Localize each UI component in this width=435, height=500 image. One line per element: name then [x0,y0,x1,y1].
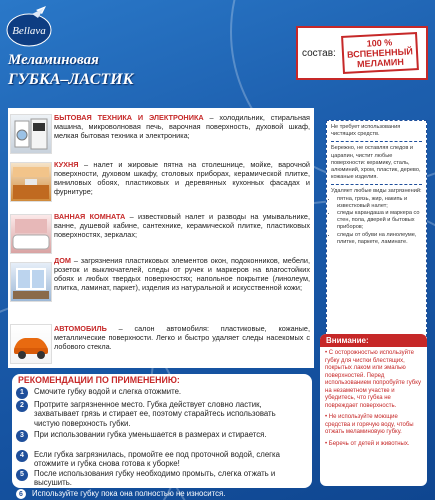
composition-stamp [341,32,419,74]
appliances-icon [10,114,52,154]
benefits-panel [326,120,427,342]
attention-item: • С осторожностью используйте губку для чистки блестящих, покрытых лаком или эмалью поверхностей. Перед использованием попробуйте губку на незаметном участке и убедитесь, что губка не повреждает поверхность. [325,350,421,409]
step-text: При использовании губка уменьшается в размерах и стирается. [34,430,267,439]
step-5 [16,469,302,488]
bathroom-icon [10,214,52,254]
use-description: – холодильник, стиральная машина, микроволновая печь, варочная поверхность, духовой шкаф, мелкая бытовая техника и электроника; [54,113,310,141]
svg-text:Bellava: Bellava [12,25,46,37]
uses-panel [8,108,314,368]
step-text: Используйте губку пока она полностью не износится. [32,489,226,498]
use-description: – налет и жировые пятна на столешнице, мойке, варочной поверхности, духовом шкафу, столовых приборах, керамической плитке, виниловых обоях, пластиковых и деревянных кухонных фасадах и фурнитуре; [54,160,310,197]
step-3 [16,430,302,442]
home-icon [10,262,52,302]
use-heading: ВАННАЯ КОМНАТА [54,212,126,221]
benefit-removes-intro: Удаляет любые виды загрязнений: [331,188,422,195]
composition-box [296,26,428,80]
recommendations-title: РЕКОМЕНДАЦИИ ПО ПРИМЕНЕНИЮ: [18,375,180,385]
composition-value-3: МЕЛАМИН [356,56,404,70]
use-text [54,113,310,140]
step-number: 3 [16,430,28,442]
attention-text: Беречь от детей и животных. [328,440,410,447]
use-row-kitchen [8,158,314,212]
step-6 [16,489,300,499]
benefit-no-chemicals: Не требует использования чистящих средств. [331,124,401,138]
step-number: 6 [16,489,26,499]
use-row-appliances [8,112,314,160]
attention-item: • Не используйте моющие средства и горячую воду, чтобы отжать меламиновую губку. [325,414,414,435]
brand-logo [6,4,52,48]
use-description: – загрязнения пластиковых элементов окон, подоконников, мебели, розеток и выключателей, следы от ручек и маркеров на влагостойких обоях и любых твердых поверхностях; напольное покрытие (линолеум, плитка, ламинат, паркет), изделия из натуральной и искусственной кожи; [54,256,310,293]
benefit-gentle: Бережно, не оставляя следов и царапин, чистит любые поверхности: керамику, сталь, алюминий, хром, пластик, дерево, кожаные изделия. [331,145,421,181]
step-4 [16,450,302,469]
attention-title: Внимание: [320,334,427,347]
step-number: 2 [16,400,28,412]
kitchen-icon [10,162,52,202]
step-text: Протрите загрязненное место. Губка действует словно ластик, захватывает грязь и стирает ее, поэтому старайтесь использовать чистую поверхность губки. [34,400,276,428]
list-item: • следы от обуви на линолеуме, плитке, паркете, ламинате. [337,232,422,246]
list-item: • следы карандаша и маркера со стен, пола, дверей и бытовых приборов; [337,210,422,232]
attention-text: Не используйте моющие средства и горячую воду, чтобы отжать меламиновую губку. [325,414,414,435]
car-icon [10,324,52,364]
attention-box [320,334,427,486]
composition-label: состав: [302,47,336,59]
use-text [54,212,310,239]
step-number: 4 [16,450,28,462]
use-text [54,256,310,292]
product-title [8,52,133,89]
step-text: Смочите губку водой и слегка отожмите. [34,387,182,396]
attention-text: С осторожностью используйте губку для чистки блестящих, покрытых лаком или эмалью поверхностей. Перед использованием попробуйте губку на незаметном участке и убедитесь, что губка не повреждает поверхность. [325,350,421,409]
use-description: – известковый налет и разводы на умывальнике, ванне, душевой кабине, сантехнике, керамической плитке, пластиковых поверхностях, зеркалах; [54,212,310,240]
step-2 [16,400,302,428]
step-number: 5 [16,469,28,481]
recommendations-panel [12,374,312,488]
use-heading: КУХНЯ [54,160,79,169]
use-heading: АВТОМОБИЛЬ [54,324,107,333]
title-line-1: Меламиновая [8,52,99,68]
use-row-bathroom [8,210,314,258]
composition-value-1: 100 % [366,37,393,49]
use-text [54,160,310,196]
use-heading: ДОМ [54,256,71,265]
use-description: – салон автомобиля: пластиковые, кожаные, металлические поверхности. Легко и быстро удаляет следы насекомых с лобового стекла. [54,324,310,352]
use-heading: БЫТОВАЯ ТЕХНИКА И ЭЛЕКТРОНИКА [54,113,204,122]
use-row-home [8,254,314,318]
title-line-2: ГУБКА–ЛАСТИК [8,71,134,88]
composition-value-2: ВСПЕНЕННЫЙ [346,46,413,60]
attention-item: • Беречь от детей и животных. [325,440,410,447]
step-text: После использования губку необходимо промыть, слегка отжать и высушить. [34,469,276,488]
use-row-car [8,322,314,366]
step-number: 1 [16,387,28,399]
step-1 [16,387,302,399]
step-text: Если губка загрязнилась, промойте ее под проточной водой, слегка отожмите и губка снова готова к уборке! [34,450,280,469]
list-item: • пятна, грязь, жир, накипь и известковый налет; [337,196,422,210]
benefit-list [331,196,422,246]
use-text [54,324,310,351]
